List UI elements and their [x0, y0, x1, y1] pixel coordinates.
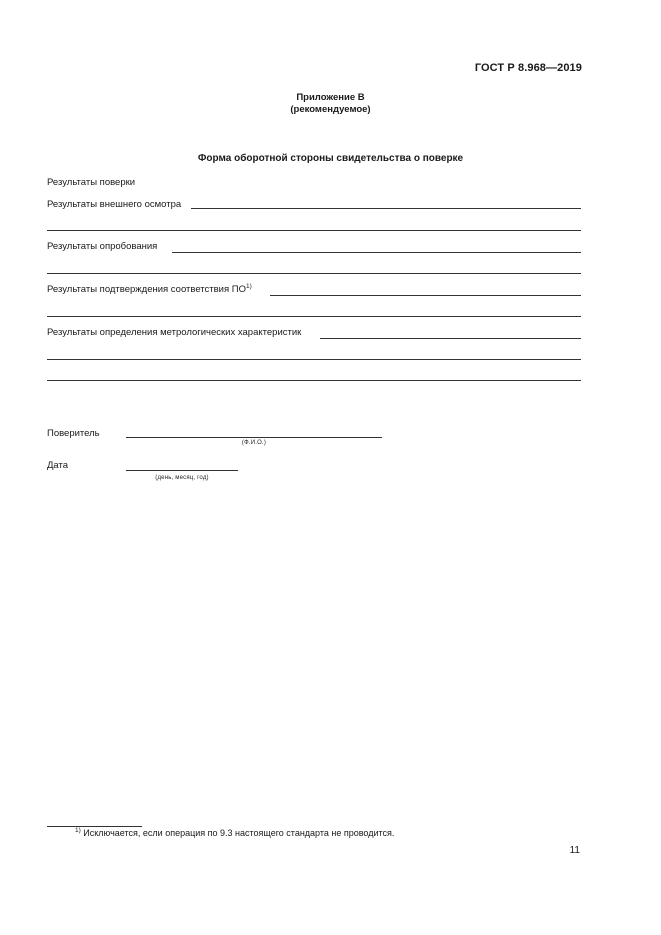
date-label: Дата	[47, 460, 69, 471]
software-label	[47, 284, 252, 295]
testing-label: Результаты опробования	[47, 241, 158, 252]
page-number: 11	[569, 845, 580, 856]
external-inspection-line	[191, 208, 581, 209]
software-line-2	[47, 316, 581, 317]
external-inspection-line-2	[47, 230, 581, 231]
metrology-label: Результаты определения метрологических характеристик	[47, 327, 302, 338]
verifier-caption: (Ф.И.О.)	[241, 440, 267, 446]
footnote-mark: 1)	[75, 827, 81, 834]
verifier-label: Поверитель	[47, 428, 100, 439]
footnote-text: Исключается, если операция по 9.3 настоящего стандарта не проводится.	[83, 828, 395, 838]
software-line	[270, 295, 581, 296]
date-caption: (день, месяц, год)	[155, 475, 209, 481]
metrology-line-3	[47, 380, 581, 381]
form-title: Форма оборотной стороны свидетельства о поверке	[197, 153, 464, 164]
footnote-separator	[47, 826, 142, 827]
footnote	[75, 828, 394, 838]
verifier-signature-line	[126, 437, 382, 438]
software-label-text: Результаты подтверждения соответствия ПО	[47, 284, 246, 295]
software-footnote-mark: 1)	[246, 282, 252, 290]
appendix-title: Приложение В	[296, 92, 365, 103]
document-code: ГОСТ Р 8.968—2019	[474, 62, 582, 74]
appendix-status: (рекомендуемое)	[290, 104, 371, 115]
metrology-line	[320, 338, 581, 339]
testing-line	[172, 252, 581, 253]
results-heading: Результаты поверки	[47, 177, 136, 188]
metrology-line-2	[47, 359, 581, 360]
date-line	[126, 470, 238, 471]
testing-line-2	[47, 273, 581, 274]
external-inspection-label: Результаты внешнего осмотра	[47, 199, 182, 210]
